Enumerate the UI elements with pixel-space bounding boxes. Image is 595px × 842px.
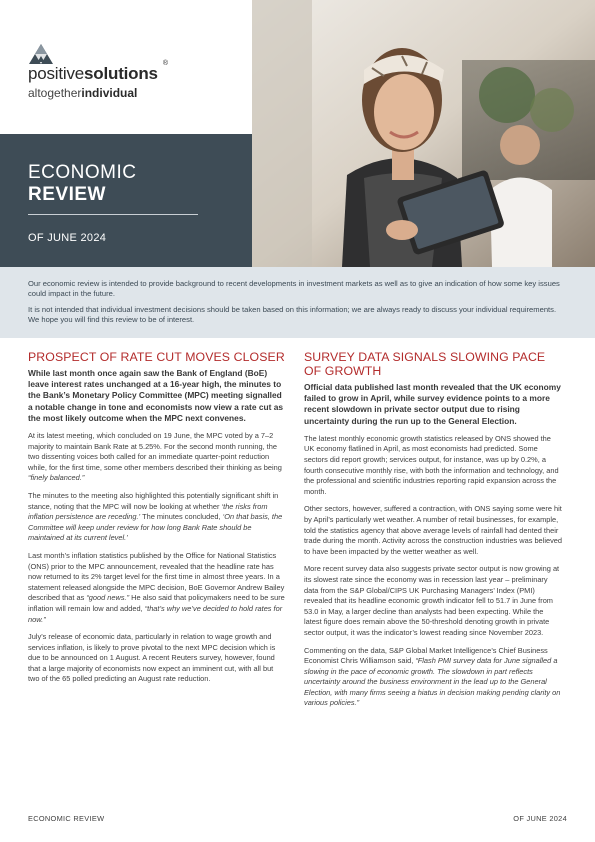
quote-run: “that’s why we’ve decided to hold rates for now.” <box>28 603 283 624</box>
text-run: At its latest meeting, which concluded on 19 June, the MPC voted by a 7–2 majority to maintain Bank Rate at 5.25%. For the second month running, the two dissenting voices both called for an immediate quarter-point reduction while, for the first time, some other members described their thinking as being <box>28 431 282 472</box>
logo-panel <box>0 0 252 134</box>
article-paragraph: July’s release of economic data, particularly in relation to wage growth and services inflation, is likely to prove pivotal to the next MPC decision which is due to be announced on 1 August. A recent Reuters survey, however, found that a large majority of economists now expect an imminent cut, with all but two of the 65 polled predicting an August rate reduction. <box>28 632 276 684</box>
article-survey-data <box>304 350 562 709</box>
text-run: The minutes concluded, <box>140 512 223 522</box>
text-run: Last month’s inflation statistics published by the Office for National Statistics (ONS) prior to the MPC announcement, revealed that the headline rate has now returned to its 2% target level for the first time in almost three years. In a statement released alongside the MPC decision, BoE Governor Andrew Bailey described that as <box>28 550 285 603</box>
intro-panel <box>0 267 595 338</box>
brand-name <box>28 60 168 84</box>
footer-title: ECONOMIC REVIEW <box>28 814 105 823</box>
hero-photo <box>252 0 595 267</box>
quote-run: “good news.” <box>86 593 130 603</box>
article-paragraph <box>28 491 286 544</box>
article-lead: While last month once again saw the Bank of England (BoE) leave interest rates unchanged at a 16-year high, the minutes to the Bank’s Monetary Policy Committee (MPC) meeting signalled a notable change in tone and economists now view a rate cut as the most likely outcome when the MPC next convenes. <box>28 368 284 423</box>
article-heading: PROSPECT OF RATE CUT MOVES CLOSER <box>28 350 285 364</box>
text-run: The minutes to the meeting also highlighted this potentially significant shift in stance, noting that the MPC will now be looking at whether <box>28 490 279 511</box>
title-divider <box>28 214 198 215</box>
quote-run: ‘On that basis, the Committee will keep under review for how long Bank Rate should be maintained at its current level.’ <box>28 512 283 543</box>
quote-run: ‘the risks from inflation persistence are receding.’ <box>28 501 268 522</box>
header <box>0 0 595 267</box>
article-paragraph <box>304 646 562 710</box>
issue-date: OF JUNE 2024 <box>28 232 107 244</box>
footer-date: OF JUNE 2024 <box>513 814 567 823</box>
article-paragraph <box>28 551 286 625</box>
article-paragraph <box>28 431 286 484</box>
triangle-logo-icon <box>28 42 54 66</box>
text-run: Commenting on the data, S&P Global Market Intelligence’s Chief Business Economist Chris Williamson said, <box>304 645 548 666</box>
title-economic: ECONOMIC <box>28 162 137 183</box>
registered-mark: ® <box>162 60 168 67</box>
intro-paragraph-1: Our economic review is intended to provide background to recent developments in investment markets as well as to give an indication of how some key issues could impact in the future. <box>28 279 560 298</box>
title-review: REVIEW <box>28 184 106 205</box>
article-rate-cut <box>28 350 286 685</box>
title-panel <box>0 134 252 267</box>
brand-bold: solutions <box>84 64 158 83</box>
tagline-bold: individual <box>81 86 138 100</box>
brand-light: positive <box>28 64 85 83</box>
article-heading: SURVEY DATA SIGNALS SLOWING PACE OF GROWTH <box>304 350 546 378</box>
intro-paragraph-2: It is not intended that individual investment decisions should be taken based on this information; we are always ready to discuss your individual requirements. We hope you will find this review to be of interest. <box>28 305 557 324</box>
hero-photo-illustration <box>252 0 595 267</box>
article-paragraph: Other sectors, however, suffered a contraction, with ONS saying some were hit by April’s particularly wet weather. A number of retail businesses, for example, told the statistics agency that above average levels of rainfall had dented their trade during the month. Activity across the construction industries was believed to have been impacted by the wetter weather as well. <box>304 504 562 556</box>
article-paragraph: More recent survey data also suggests private sector output is now growing at its slowest rate since the economy was in recession last year – preliminary data from the S&P Global/CIPS UK Purchasing Managers’ Index (PMI) revealed that its headline economic growth indicator fell to 51.7 in June from 53.0 in May, a larger decline than analysts had been expecting. While the latest figure does remain above the 50-threshold denoting growth in private sector output, it was the indicator’s lowest reading since November 2023. <box>304 564 560 637</box>
tagline-light: altogether <box>28 86 82 100</box>
quote-run: “finely balanced.” <box>28 473 85 483</box>
text-run: He also said that policymakers need to be sure inflation will remain low and added, <box>28 593 285 613</box>
tagline <box>28 86 137 100</box>
quote-run: “Flash PMI survey data for June signalled a slowing in the pace of economic growth. The slowdown in part reflects uncertainty around the business environment in the lead up to the General Election, with many firms seeing a hiatus in decision making pending clarity on various policies.” <box>304 656 561 708</box>
article-lead: Official data published last month revealed that the UK economy failed to grow in April, while survey evidence points to a more recent slowdown in private sector output due to rising uncertainty during the run up to the General Election. <box>304 382 561 426</box>
article-paragraph: The latest monthly economic growth statistics released by ONS showed the UK economy flatlined in April, as most economists had predicted. Some sectors did report growth; services output, for instance, was up by 0.2%, a fourth consecutive monthly rise, with both the information and technology, and the professional and scientific industries reporting rapid expansion across the month. <box>304 433 559 496</box>
